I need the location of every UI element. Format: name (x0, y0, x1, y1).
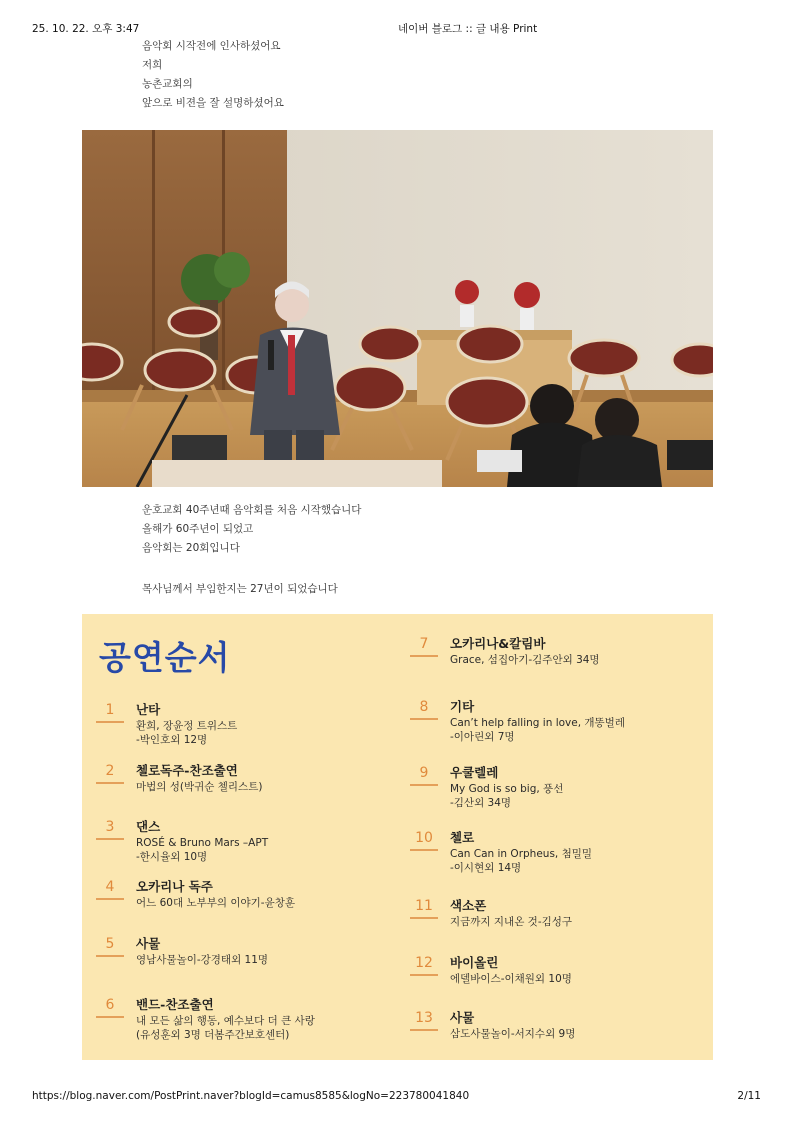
desc-line: Grace, 섬집아기-김주안외 34명 (450, 654, 600, 666)
program-item-number: 11 (415, 898, 433, 914)
desc-line: ROSÉ & Bruno Mars –APT (136, 837, 269, 849)
program-item-desc (450, 1027, 575, 1041)
program-item-name: 첼로 (450, 830, 475, 845)
program-item-desc (136, 896, 295, 910)
program-item-name: 오카리나&칼림바 (450, 636, 546, 651)
program-item (410, 1008, 710, 1060)
number-underline (96, 1016, 124, 1018)
pastor-line: 목사님께서 부임한지는 27년이 되었습니다 (142, 583, 338, 595)
program-poster (82, 614, 713, 1060)
concert-photo (82, 130, 713, 487)
program-item-name: 우쿨렐레 (450, 765, 499, 780)
program-item-desc (136, 836, 268, 864)
number-underline (410, 784, 438, 786)
desc-line: -한시율외 10명 (136, 851, 208, 863)
program-item-number: 2 (105, 763, 115, 779)
desc-line: 지금까지 지내온 것-김성구 (450, 916, 573, 928)
program-item-name: 사물 (450, 1010, 475, 1025)
desc-line: -이시현외 14명 (450, 862, 522, 874)
number-underline (410, 655, 438, 657)
desc-line: 에델바이스-이채원외 10명 (450, 973, 572, 985)
number-underline (96, 898, 124, 900)
program-item-desc (136, 1014, 315, 1042)
body-line: 올해가 60주년이 되었고 (142, 523, 254, 535)
program-item (96, 700, 396, 752)
program-item-name: 난타 (136, 702, 161, 717)
number-underline (96, 955, 124, 957)
program-item-name: 밴드-찬조출연 (136, 997, 214, 1012)
program-item (96, 995, 396, 1047)
desc-line: Can Can in Orpheus, 첨밀밀 (450, 848, 593, 860)
program-item (96, 761, 396, 813)
body-text (142, 501, 361, 558)
program-item-number: 1 (105, 702, 115, 718)
desc-line: 마법의 성(박귀순 첼리스트) (136, 781, 263, 793)
program-item-desc (450, 847, 592, 875)
intro-text (142, 37, 284, 113)
program-item-number: 3 (105, 819, 115, 835)
program-item (410, 896, 710, 948)
program-item-name: 바이올린 (450, 955, 499, 970)
number-underline (410, 1029, 438, 1031)
program-item-number: 13 (415, 1010, 433, 1026)
program-item-desc (136, 780, 262, 794)
program-item-number: 6 (105, 997, 115, 1013)
desc-line: My God is so big, 풍선 (450, 783, 564, 795)
program-item (96, 934, 396, 986)
number-underline (410, 849, 438, 851)
intro-line: 농촌교회의 (142, 78, 193, 90)
program-item-desc (450, 915, 572, 929)
intro-line: 앞으로 비젼을 잘 설명하셨어요 (142, 97, 284, 109)
program-item-desc (450, 782, 563, 810)
number-underline (96, 838, 124, 840)
program-item (410, 763, 710, 815)
program-item-number: 4 (105, 879, 115, 895)
program-item (410, 953, 710, 1005)
program-item-number: 12 (415, 955, 433, 971)
program-item (96, 817, 396, 869)
program-item (410, 634, 710, 686)
program-item-name: 댄스 (136, 819, 161, 834)
program-item-name: 오카리나 독주 (136, 879, 213, 894)
program-item-desc (450, 653, 600, 667)
program-item-number: 8 (419, 699, 429, 715)
program-item-number: 7 (419, 636, 429, 652)
program-item-desc (450, 716, 625, 744)
desc-line: 영남사물놀이-강경태외 11명 (136, 954, 269, 966)
desc-line: 내 모든 삶의 행동, 예수보다 더 큰 사랑 (136, 1015, 315, 1027)
program-item-name: 색소폰 (450, 898, 487, 913)
desc-line: -박인호외 12명 (136, 734, 208, 746)
program-item-name: 첼로독주-찬조출연 (136, 763, 238, 778)
print-page-title: 네이버 블로그 :: 글 내용 Print (398, 23, 538, 35)
program-item-desc (136, 719, 237, 747)
program-item-number: 9 (419, 765, 429, 781)
program-item (410, 697, 710, 749)
program-item-name: 기타 (450, 699, 475, 714)
program-item (96, 877, 396, 929)
desc-line: -김산외 34명 (450, 797, 512, 809)
body-line: 운호교회 40주년때 음악회를 처음 시작했습니다 (142, 504, 362, 516)
number-underline (410, 917, 438, 919)
intro-line: 저희 (142, 59, 163, 71)
program-item-desc (450, 972, 572, 986)
program-item (410, 828, 710, 880)
intro-line: 음악회 시작전에 인사하셨어요 (142, 40, 281, 52)
number-underline (96, 721, 124, 723)
desc-line: (유성훈외 3명 더봄주간보호센터) (136, 1029, 290, 1041)
desc-line: 삼도사물놀이-서지수외 9명 (450, 1028, 576, 1040)
program-item-number: 10 (415, 830, 433, 846)
number-underline (410, 974, 438, 976)
print-url: https://blog.naver.com/PostPrint.naver?blogId=camus8585&logNo=223780041840 (32, 1090, 470, 1102)
program-item-desc (136, 953, 268, 967)
desc-line: -이아린외 7명 (450, 731, 515, 743)
desc-line: Can’t help falling in love, 개똥벌레 (450, 717, 625, 729)
program-item-name: 사물 (136, 936, 161, 951)
print-datetime: 25. 10. 22. 오후 3:47 (32, 23, 140, 35)
number-underline (410, 718, 438, 720)
desc-line: 어느 60대 노부부의 이야기-윤창훈 (136, 897, 296, 909)
program-item-number: 5 (105, 936, 115, 952)
program-title: 공연순서 (99, 638, 231, 677)
number-underline (96, 782, 124, 784)
desc-line: 환희, 장윤정 트위스트 (136, 720, 238, 732)
page-number: 2/11 (737, 1090, 761, 1102)
body-line: 음악회는 20회입니다 (142, 542, 240, 554)
